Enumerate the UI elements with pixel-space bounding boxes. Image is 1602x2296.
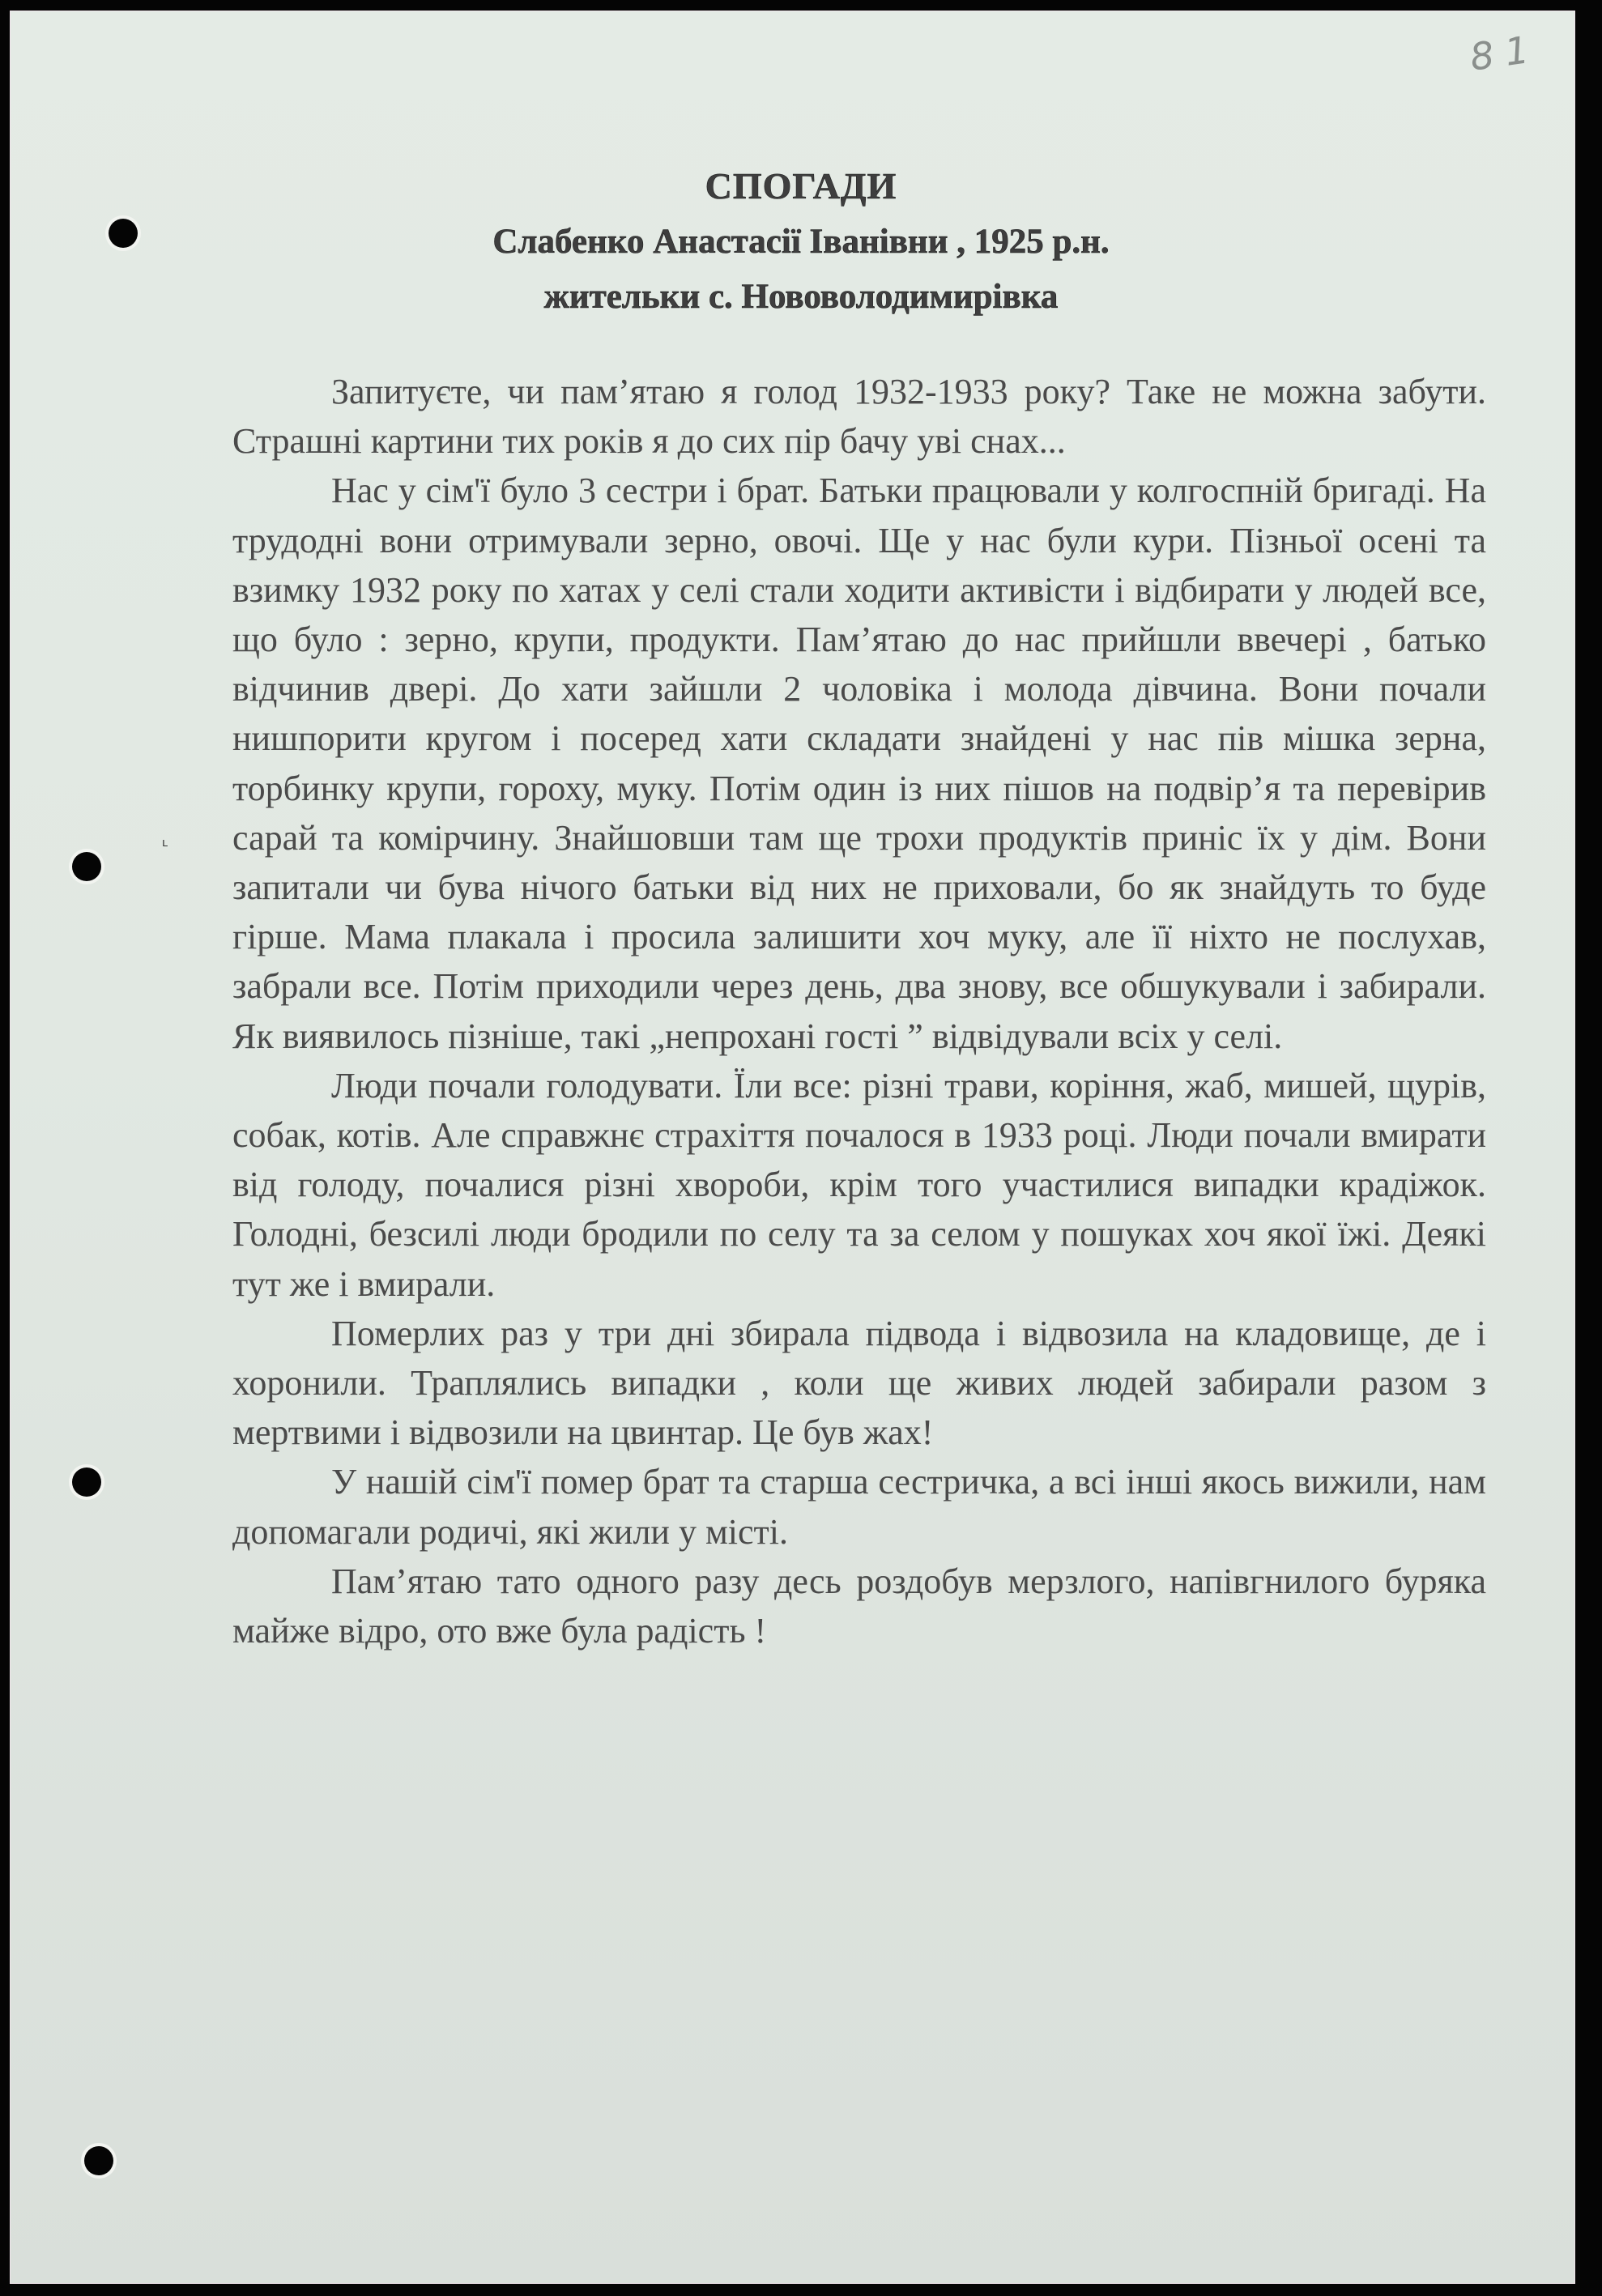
punch-hole (72, 1467, 101, 1497)
paragraph: Запитуєте, чи пам’ятаю я голод 1932-1933 року? Таке не можна забути. Страшні картини тих років я до сих пір бачу уві снах... (232, 372, 1486, 462)
memoir-body (232, 367, 1486, 1655)
paragraph: Пам’ятаю тато одного разу десь роздобув мерзлого, напівгнилого буряка майже відро, ото вже була радість ! (232, 1561, 1486, 1651)
author-line: Слабенко Анастасії Іванівни , 1925 р.н. (492, 223, 1110, 261)
handwritten-page-number: 81 (1467, 26, 1543, 79)
document-title: СПОГАДИ (705, 165, 897, 207)
residence-line: жительки с. Нововолодимирівка (543, 278, 1059, 316)
punch-hole (84, 2146, 113, 2175)
paragraph: У нашій сім'ї помер брат та старша сестричка, а всі інші якось вижили, нам допомагали родичі, які жили у місті. (232, 1462, 1486, 1552)
document-header (0, 158, 1602, 325)
paragraph: Померлих раз у три дні збирала підвода і відвозила на кладовище, де і хоронили. Траплялись випадки , коли ще живих людей забирали разом з мертвими і відвозили на цвинтар. Це був жах! (232, 1313, 1486, 1453)
punch-hole (72, 852, 101, 881)
paragraph: Люди почали голодувати. Їли все: різні трави, коріння, жаб, мишей, щурів, собак, котів. Але справжнє страхіття почалося в 1933 році. Люди почали вмирати від голоду, почалися різні хвороби, крім того участилися випадки крадіжок. Голодні, безсилі люди бродили по селу та за селом у пошуках хоч якої їжі. Деякі тут же і вмирали. (232, 1065, 1486, 1304)
ink-speck: ʟ (162, 837, 168, 850)
paragraph: Нас у сім'ї було 3 сестри і брат. Батьки працювали у колгоспній бригаді. На трудодні вони отримували зерно, овочі. Ще у нас були кури. Пізньої осені та взимку 1932 року по хатах у селі стали ходити активісти і відбирати у людей все, що було : зерно, крупи, продукти. Пам’ятаю до нас прийшли ввечері , батько відчинив двері. До хати зайшли 2 чоловіка і молода дівчина. Вони почали нишпорити кругом і посеред хати складати знайдені у нас пів мішка зерна, торбинку крупи, гороху, муку. Потім один із них пішов на подвір’я та перевірив сарай та комірчину. Знайшовши там ще трохи продуктів приніс їх у дім. Вони запитали чи бува нічого батьки від них не приховали, бо як знайдуть то буде гірше. Мама плакала і просила залишити хоч муку, але її ніхто не послухав, забрали все. Потім приходили через день, два знову, все обшукували і забирали. Як виявилось пізніше, такі „непрохані гості ” відвідували всіх у селі. (232, 471, 1486, 1056)
